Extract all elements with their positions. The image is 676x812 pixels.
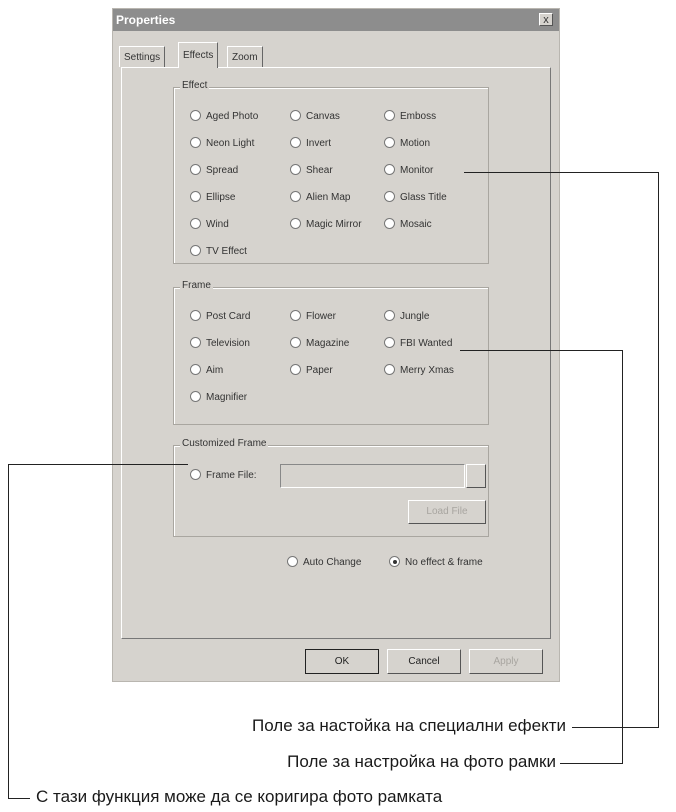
radio-label: Shear [306,165,333,176]
radio-circle-icon [290,110,301,121]
radio-label: Wind [206,219,229,230]
radio-ellipse[interactable] [190,191,235,205]
radio-neon-light[interactable] [190,137,254,151]
radio-label: Frame File: [206,470,257,481]
radio-label: Motion [400,138,431,149]
radio-label: Glass Title [400,192,447,203]
radio-circle-icon [384,218,395,229]
callout-line-custom-end [8,798,30,799]
radio-canvas[interactable] [290,110,340,124]
cancel-button[interactable] [387,649,461,674]
title-bar [113,9,559,31]
load-file-button[interactable] [408,500,486,524]
radio-circle-icon [384,191,395,202]
radio-television[interactable] [190,337,250,351]
radio-label: Aim [206,365,224,376]
radio-magnifier[interactable] [190,391,247,405]
radio-label: Jungle [400,311,430,322]
dialog-title: Properties [116,13,176,27]
radio-circle-icon [190,218,201,229]
radio-circle-icon [290,137,301,148]
radio-wind[interactable] [190,218,229,232]
radio-label: Magic Mirror [306,219,362,230]
radio-label: Spread [206,165,239,176]
radio-label: Magnifier [206,392,248,403]
radio-label: Invert [306,138,332,149]
callout-line-frames-end [560,763,623,764]
tab-zoom[interactable] [227,46,263,67]
radio-label: TV Effect [206,246,247,257]
radio-label: Canvas [306,111,340,122]
cancel-label: Cancel [408,656,440,667]
radio-emboss[interactable] [384,110,436,124]
radio-circle-icon [190,110,201,121]
radio-circle-icon [190,164,201,175]
radio-circle-icon [290,164,301,175]
radio-fbi-wanted[interactable] [384,337,452,351]
radio-circle-icon [384,137,395,148]
radio-circle-icon [190,469,201,480]
frame-group [173,280,489,425]
radio-label: Ellipse [206,192,236,203]
radio-selected-icon [389,556,400,567]
radio-label: No effect & frame [405,557,483,568]
load-file-label: Load File [426,506,468,517]
radio-circle-icon [190,310,201,321]
radio-label: FBI Wanted [400,338,453,349]
callout-line-effects-vertical [658,172,659,727]
tab-effects-label: Effects [183,50,214,61]
radio-magic-mirror[interactable] [290,218,362,232]
radio-circle-icon [190,191,201,202]
radio-circle-icon [190,391,201,402]
radio-no-effect-frame[interactable] [389,556,483,570]
apply-label: Apply [493,656,519,667]
radio-post-card[interactable] [190,310,250,324]
frame-file-input[interactable] [280,464,465,488]
radio-circle-icon [384,337,395,348]
custom-frame-group [173,438,489,537]
frame-group-legend: Frame [182,280,211,291]
radio-circle-icon [384,310,395,321]
radio-label: Alien Map [306,192,351,203]
radio-paper[interactable] [290,364,333,378]
radio-spread[interactable] [190,164,238,178]
close-icon: x [543,14,549,26]
apply-button[interactable] [469,649,543,674]
callout-line-custom-vertical [8,464,9,799]
radio-circle-icon [290,191,301,202]
radio-label: Magazine [306,338,350,349]
callout-line-frames [460,350,623,351]
close-button[interactable] [539,13,553,26]
radio-invert[interactable] [290,137,331,151]
caption-effects: Поле за настойка на специални ефекти [252,716,566,735]
tab-settings-label: Settings [124,52,161,63]
radio-label: Emboss [400,111,437,122]
radio-monitor[interactable] [384,164,433,178]
radio-label: Neon Light [206,138,255,149]
radio-label: Monitor [400,165,434,176]
radio-label: Mosaic [400,219,432,230]
properties-dialog [112,8,560,682]
radio-auto-change[interactable] [287,556,361,570]
radio-alien-map[interactable] [290,191,350,205]
callout-line-frames-vertical [622,350,623,763]
radio-label: Paper [306,365,333,376]
radio-jungle[interactable] [384,310,429,324]
radio-circle-icon [190,137,201,148]
radio-label: Auto Change [303,557,362,568]
effect-group-legend: Effect [182,80,208,91]
radio-circle-icon [384,364,395,375]
callout-line-custom [8,464,188,465]
radio-label: Flower [306,311,337,322]
radio-circle-icon [190,337,201,348]
radio-tv-effect[interactable] [190,245,247,259]
radio-circle-icon [290,218,301,229]
tab-settings[interactable] [119,46,165,67]
callout-line-effects [464,172,659,173]
radio-label: Merry Xmas [400,365,454,376]
radio-circle-icon [384,110,395,121]
radio-circle-icon [384,164,395,175]
radio-circle-icon [290,364,301,375]
radio-flower[interactable] [290,310,336,324]
radio-magazine[interactable] [290,337,349,351]
ok-label: OK [334,656,350,667]
callout-line-effects-end [572,727,659,728]
radio-motion[interactable] [384,137,430,151]
radio-glass-title[interactable] [384,191,447,205]
radio-circle-icon [290,337,301,348]
radio-merry-xmas[interactable] [384,364,454,378]
browse-button[interactable] [466,464,486,488]
radio-circle-icon [190,245,201,256]
ok-button[interactable] [305,649,379,674]
radio-circle-icon [290,310,301,321]
effect-group [173,80,489,264]
radio-mosaic[interactable] [384,218,432,232]
custom-frame-legend: Customized Frame [182,438,267,449]
radio-circle-icon [287,556,298,567]
radio-label: Television [206,338,250,349]
tab-effects[interactable] [178,42,218,68]
caption-custom-frame: С тази функция може да се коригира фото рамката [36,787,443,806]
radio-aged-photo[interactable] [190,110,258,124]
radio-label: Aged Photo [206,111,259,122]
radio-aim[interactable] [190,364,223,378]
radio-label: Post Card [206,311,251,322]
caption-frames: Поле за настройка на фото рамки [287,752,556,771]
radio-circle-icon [190,364,201,375]
radio-shear[interactable] [290,164,333,178]
radio-frame-file[interactable] [190,469,257,483]
tab-zoom-label: Zoom [232,52,258,63]
